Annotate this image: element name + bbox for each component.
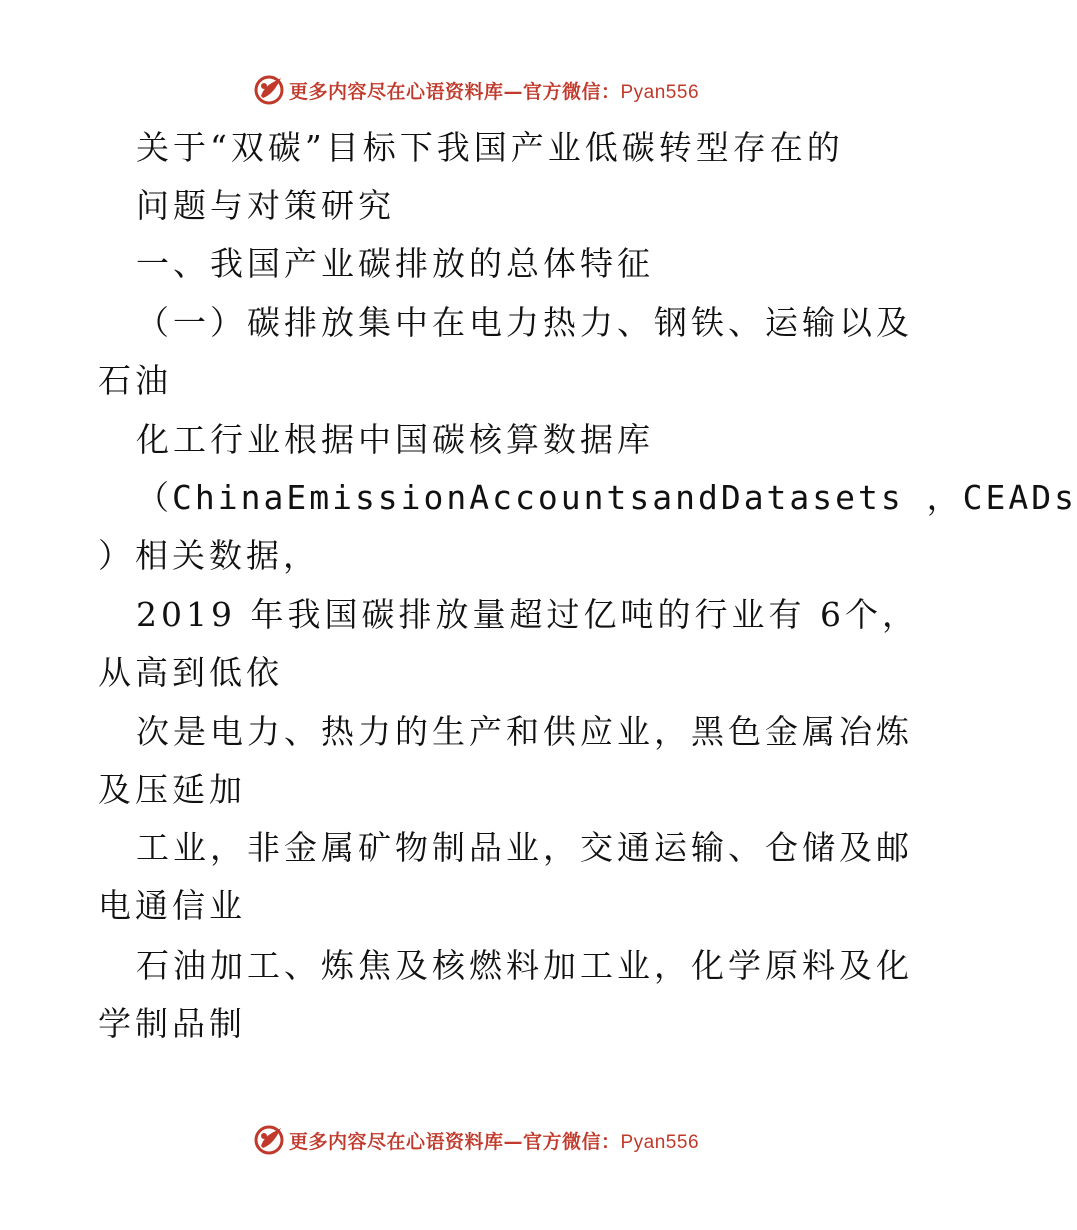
paragraph-line: 次是电力、热力的生产和供应业，黑色金属冶炼 (136, 712, 913, 751)
section-heading: 一、我国产业碳排放的总体特征 (136, 244, 654, 283)
paragraph-line: 2019 年我国碳排放量超过亿吨的行业有 6个， (136, 595, 919, 634)
watermark-text: 更多内容尽在心语资料库—官方微信：Pyan556 (288, 1130, 700, 1153)
paragraph-line: ）相关数据， (98, 536, 320, 575)
leaf-ball-icon (251, 72, 287, 108)
document-title-line-1: 关于“双碳”目标下我国产业低碳转型存在的 (136, 128, 844, 167)
leaf-ball-icon (251, 1122, 287, 1158)
paragraph-line: 学制品制 (98, 1004, 246, 1043)
subsection-heading: （一）碳排放集中在电力热力、钢铁、运输以及 (136, 303, 913, 342)
paragraph-line: 石油加工、炼焦及核燃料加工业，化学原料及化 (136, 946, 913, 985)
paragraph-line: 电通信业 (98, 886, 246, 925)
subsection-heading-cont: 石油 (98, 361, 172, 400)
paragraph-line: 工业，非金属矿物制品业，交通运输、仓储及邮 (136, 828, 913, 867)
header-watermark (0, 70, 950, 110)
paragraph-line: 及压延加 (98, 770, 246, 809)
document-title-line-2: 问题与对策研究 (136, 186, 395, 225)
footer-watermark (0, 1120, 950, 1160)
paragraph-line: 化工行业根据中国碳核算数据库 (136, 420, 654, 459)
paragraph-line: （ChinaEmissionAccountsandDatasets ，CEADs (136, 478, 1077, 517)
paragraph-line: 从高到低依 (98, 653, 283, 692)
watermark-text: 更多内容尽在心语资料库—官方微信：Pyan556 (288, 80, 700, 103)
